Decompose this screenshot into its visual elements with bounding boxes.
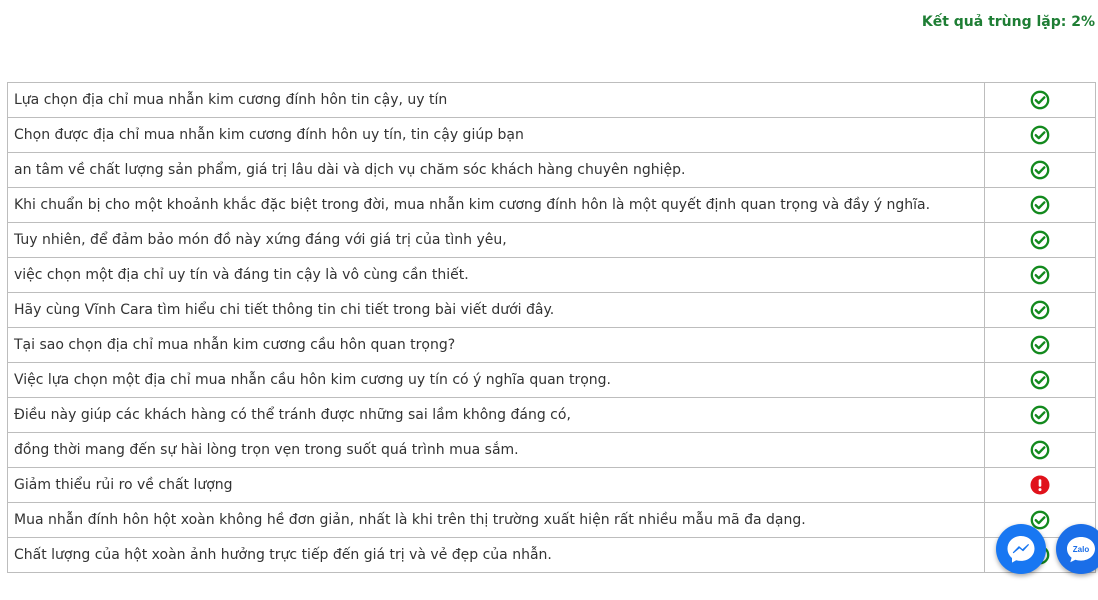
check-circle-icon — [1030, 300, 1050, 320]
status-cell — [985, 363, 1096, 398]
zalo-label: Zalo — [1072, 545, 1090, 554]
sentence-cell: Chọn được địa chỉ mua nhẫn kim cương đính hôn uy tín, tin cậy giúp bạn — [8, 118, 985, 153]
sentence-cell: đồng thời mang đến sự hài lòng trọn vẹn trong suốt quá trình mua sắm. — [8, 433, 985, 468]
sentence-cell: việc chọn một địa chỉ uy tín và đáng tin cậy là vô cùng cần thiết. — [8, 258, 985, 293]
status-cell — [985, 398, 1096, 433]
sentence-cell: Mua nhẫn đính hôn hột xoàn không hề đơn giản, nhất là khi trên thị trường xuất hiện rất nhiều mẫu mã đa dạng. — [8, 503, 985, 538]
sentence-cell: Chất lượng của hột xoàn ảnh hưởng trực tiếp đến giá trị và vẻ đẹp của nhẫn. — [8, 538, 985, 573]
sentence-cell: Tại sao chọn địa chỉ mua nhẫn kim cương cầu hôn quan trọng? — [8, 328, 985, 363]
messenger-button[interactable] — [996, 524, 1046, 574]
sentence-cell: Tuy nhiên, để đảm bảo món đồ này xứng đáng với giá trị của tình yêu, — [8, 223, 985, 258]
status-cell — [985, 258, 1096, 293]
sentence-cell: an tâm về chất lượng sản phẩm, giá trị lâu dài và dịch vụ chăm sóc khách hàng chuyên nghiệp. — [8, 153, 985, 188]
status-cell — [985, 223, 1096, 258]
table-row — [8, 223, 1096, 258]
table-row — [8, 468, 1096, 503]
status-cell — [985, 293, 1096, 328]
zalo-icon — [1056, 524, 1098, 574]
status-cell — [985, 328, 1096, 363]
status-cell — [985, 153, 1096, 188]
check-circle-icon — [1030, 370, 1050, 390]
table-row — [8, 83, 1096, 118]
sentence-cell: Việc lựa chọn một địa chỉ mua nhẫn cầu hôn kim cương uy tín có ý nghĩa quan trọng. — [8, 363, 985, 398]
table-row — [8, 538, 1096, 573]
status-cell — [985, 433, 1096, 468]
check-circle-icon — [1030, 90, 1050, 110]
duplicate-result-label: Kết quả trùng lặp: 2% — [921, 14, 1095, 30]
table-row — [8, 258, 1096, 293]
exclamation-circle-icon — [1030, 475, 1050, 495]
status-cell — [985, 118, 1096, 153]
check-circle-icon — [1030, 405, 1050, 425]
status-cell — [985, 468, 1096, 503]
messenger-icon — [996, 524, 1046, 574]
check-circle-icon — [1030, 230, 1050, 250]
sentence-cell: Hãy cùng Vĩnh Cara tìm hiểu chi tiết thông tin chi tiết trong bài viết dưới đây. — [8, 293, 985, 328]
check-circle-icon — [1030, 195, 1050, 215]
check-circle-icon — [1030, 335, 1050, 355]
sentence-cell: Lựa chọn địa chỉ mua nhẫn kim cương đính hôn tin cậy, uy tín — [8, 83, 985, 118]
sentence-rows — [8, 83, 1096, 573]
table-row — [8, 293, 1096, 328]
status-cell — [985, 188, 1096, 223]
table-row — [8, 363, 1096, 398]
table-row — [8, 118, 1096, 153]
sentence-cell: Giảm thiểu rủi ro về chất lượng — [8, 468, 985, 503]
check-circle-icon — [1030, 160, 1050, 180]
check-circle-icon — [1030, 440, 1050, 460]
zalo-button[interactable] — [1056, 524, 1098, 574]
sentence-cell: Khi chuẩn bị cho một khoảnh khắc đặc biệt trong đời, mua nhẫn kim cương đính hôn là một quyết định quan trọng và đầy ý nghĩa. — [8, 188, 985, 223]
table-row — [8, 153, 1096, 188]
table-row — [8, 503, 1096, 538]
sentence-check-table — [7, 82, 1096, 573]
check-circle-icon — [1030, 265, 1050, 285]
table-row — [8, 398, 1096, 433]
table-row — [8, 328, 1096, 363]
status-cell — [985, 83, 1096, 118]
check-circle-icon — [1030, 125, 1050, 145]
table-row — [8, 433, 1096, 468]
sentence-cell: Điều này giúp các khách hàng có thể tránh được những sai lầm không đáng có, — [8, 398, 985, 433]
table-row — [8, 188, 1096, 223]
